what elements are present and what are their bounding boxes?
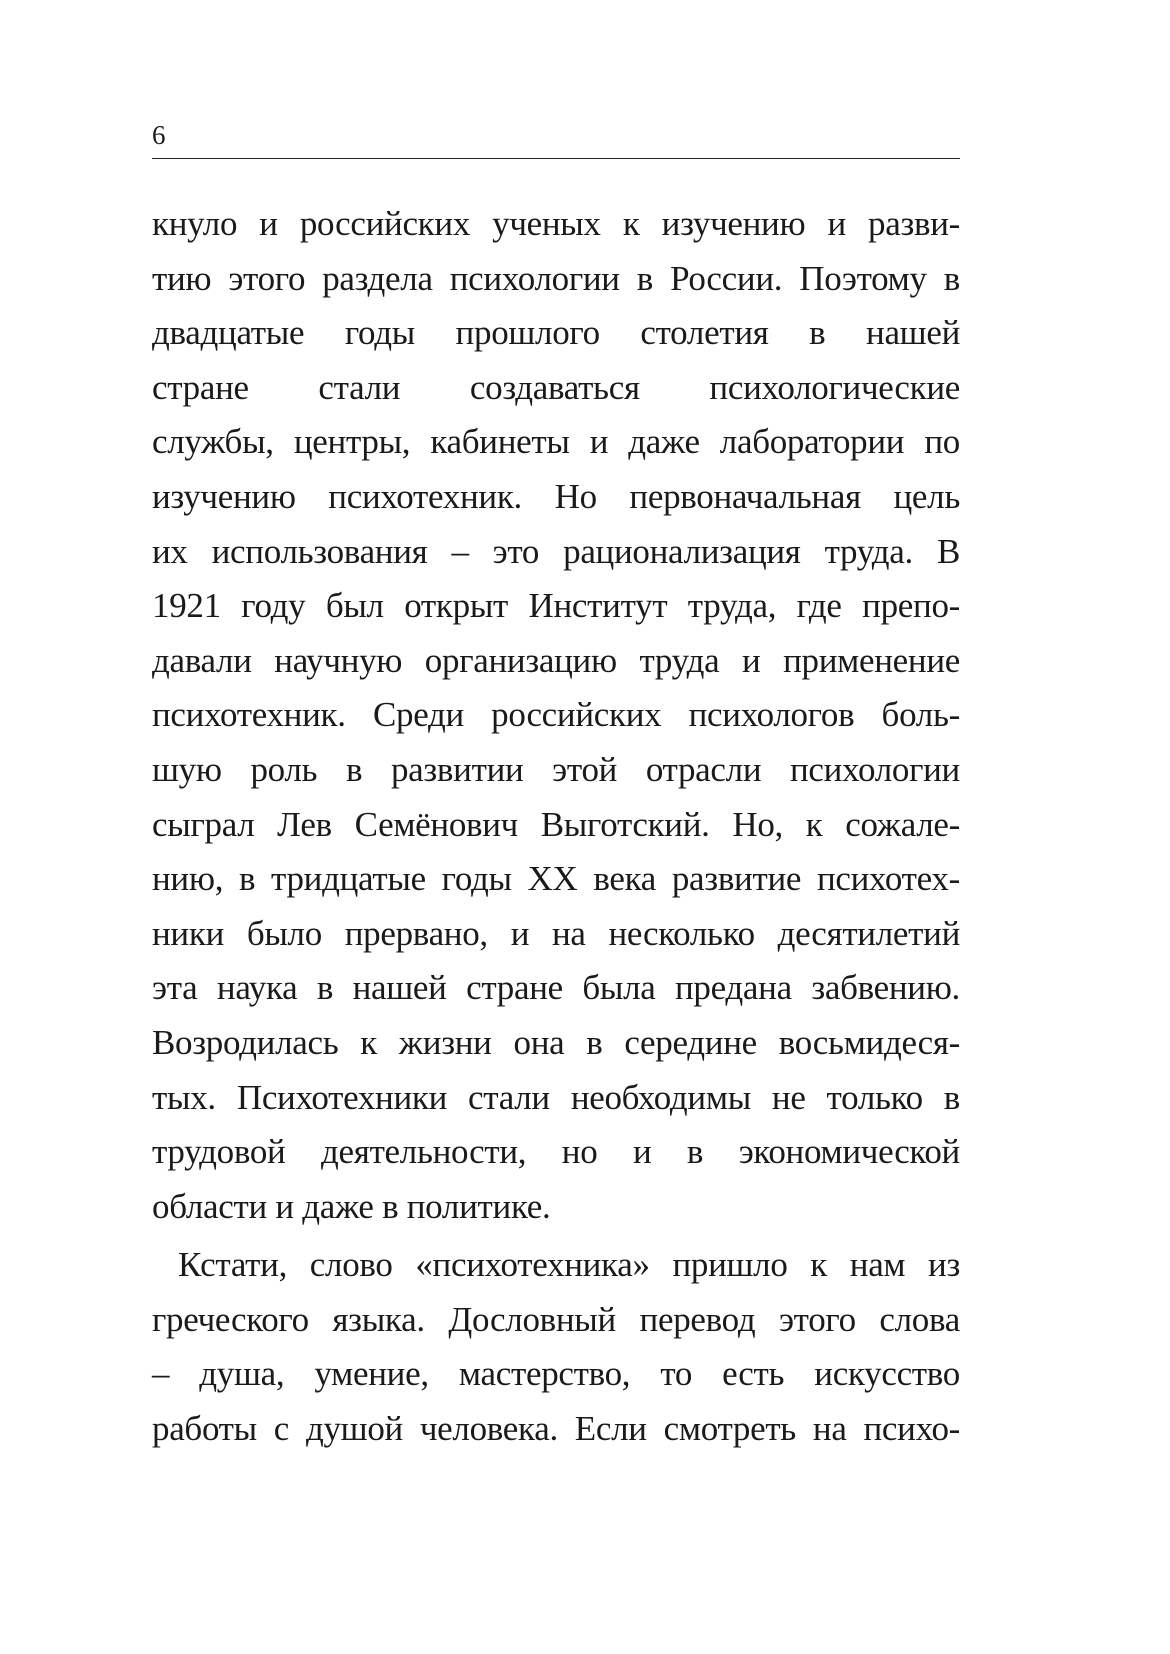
text-line: изучению психотехник. Но первоначальная цель	[152, 476, 960, 516]
text-line: двадцатые годы прошлого столетия в нашей	[152, 313, 960, 353]
page-number: 6	[152, 120, 166, 150]
text-line: стране стали создаваться психологические	[152, 367, 960, 407]
text-line: Кстати, слово «психотехника» пришло к нам из	[178, 1245, 960, 1285]
header-rule	[152, 158, 960, 159]
text-line: психотехник. Среди российских психологов боль-	[152, 695, 960, 735]
text-line: службы, центры, кабинеты и даже лаборатории по	[152, 422, 960, 462]
text-line: тых. Психотехники стали необходимы не только в	[152, 1077, 960, 1117]
paragraph-1	[152, 197, 960, 1234]
text-line: трудовой деятельности, но и в экономической	[152, 1132, 960, 1172]
text-line: – душа, умение, мастерство, то есть искусство	[152, 1354, 960, 1394]
text-line: кнуло и российских ученых к изучению и разви-	[152, 204, 960, 243]
text-line: греческого языка. Дословный перевод этого слова	[152, 1299, 960, 1339]
text-line: работы с душой человека. Если смотреть на психо-	[152, 1409, 960, 1449]
text-line: нию, в тридцатые годы XX века развитие психотех-	[152, 859, 960, 899]
text-line: ники было прервано, и на несколько десятилетий	[152, 913, 960, 953]
text-line: сыграл Лев Семёнович Выготский. Но, к сожале-	[152, 804, 960, 844]
text-line: давали научную организацию труда и применение	[152, 640, 960, 680]
text-line: Возродилась к жизни она в середине восьмидеся-	[152, 1022, 960, 1062]
text-line: эта наука в нашей стране была предана забвению.	[152, 968, 960, 1008]
text-line: области и даже в политике.	[152, 1186, 551, 1226]
text-line: их использования – это рационализация труда. В	[152, 531, 960, 571]
text-line: шую роль в развитии этой отрасли психологии	[152, 749, 960, 789]
text-line: 1921 году был открыт Институт труда, где препо-	[152, 586, 960, 626]
text-line: тию этого раздела психологии в России. Поэтому в	[152, 258, 960, 298]
paragraph-2	[152, 1238, 960, 1456]
body-text	[152, 197, 960, 1457]
